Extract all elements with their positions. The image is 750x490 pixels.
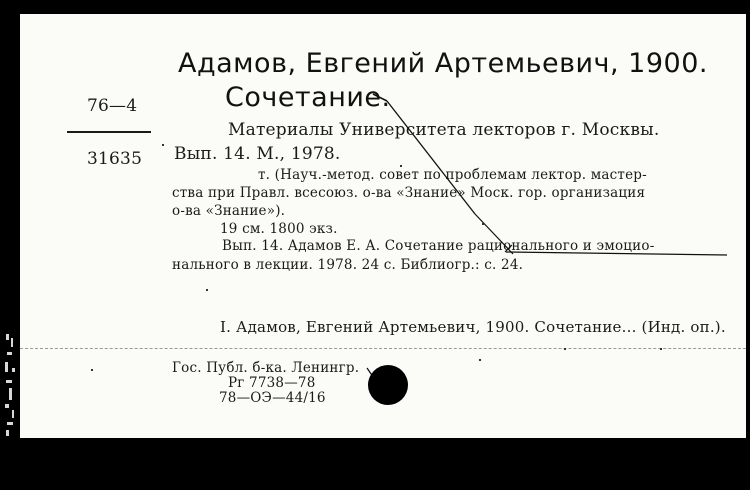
scan-edge-marks [4,330,18,440]
shelfmark-bottom: 31635 [87,149,143,169]
handwritten-title: Сочетание. [225,82,391,113]
library-number: Рг 7738—78 [228,375,316,391]
contents-line-2: нального в лекции. 1978. 24 с. Библиогр.: с. 24. [172,257,524,273]
library-name: Гос. Публ. б-ка. Ленингр. [172,360,360,376]
punched-hole [368,365,408,405]
ink-speck [400,165,402,167]
ink-speck [482,223,484,225]
ink-speck [479,359,481,361]
ink-speck [206,289,208,291]
ink-speck [91,369,93,371]
title-line-2: Вып. 14. М., 1978. [174,144,341,164]
publisher-note-line-3: о-ва «Знание»). [172,203,286,219]
publisher-note-line-1: т. (Науч.-метод. совет по проблемам лектор. мастер- [258,167,647,183]
handwritten-heading: Адамов, Евгений Артемьевич, 1900. [178,48,708,79]
ink-speck [660,348,662,350]
physical-description: 19 см. 1800 экз. [220,221,338,237]
publisher-note-line-2: ства при Правл. всесоюз. о-ва «Знание» Моск. гор. организация [172,185,646,201]
library-code: 78—ОЭ—44/16 [219,390,326,406]
contents-line-1: Вып. 14. Адамов Е. А. Сочетание рационального и эмоцио- [222,238,655,254]
catalog-card [20,14,746,438]
tracing-line: I. Адамов, Евгений Артемьевич, 1900. Сочетание... (Инд. оп.). [220,318,726,336]
shelfmark-top: 76—4 [87,96,138,116]
title-line-1: Материалы Университета лекторов г. Москвы. [228,120,660,140]
ink-speck [564,348,566,350]
ink-speck [162,144,164,146]
